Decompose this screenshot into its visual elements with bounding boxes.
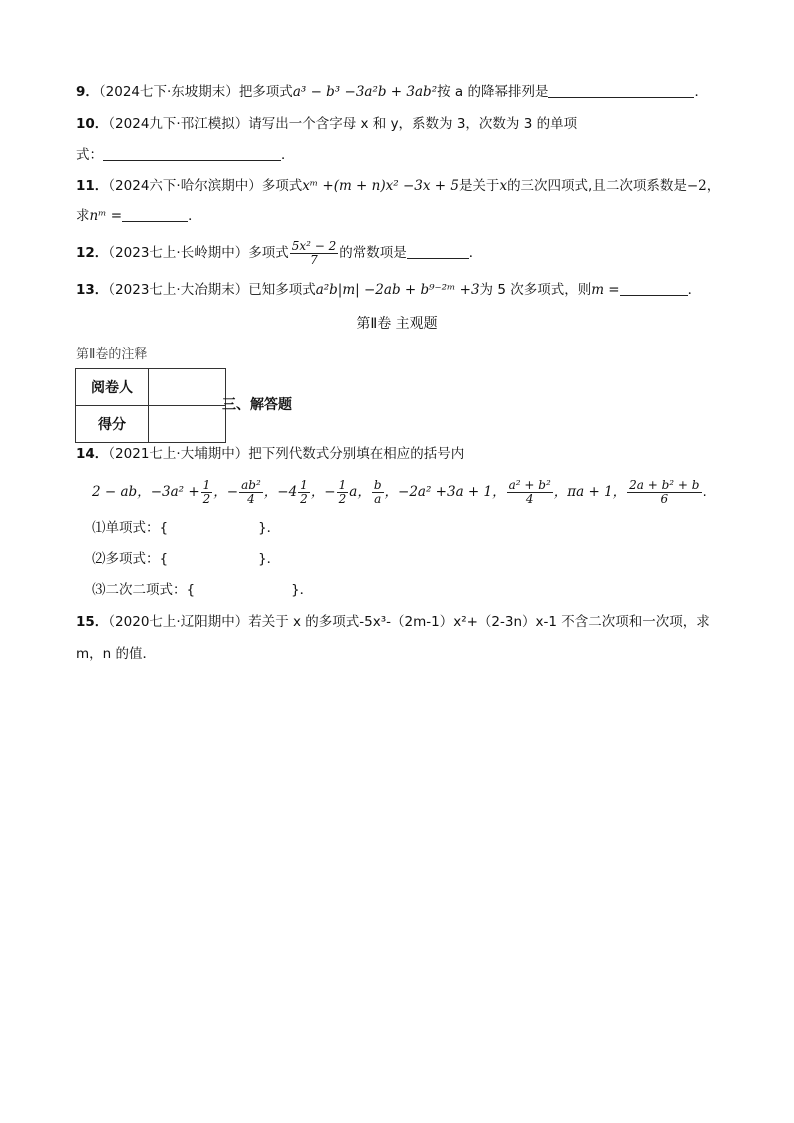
fraction-numerator: 5x² − 2	[291, 238, 337, 253]
question-source: （2023七上·大冶期末）	[108, 282, 249, 298]
punctuation: ．	[687, 282, 702, 298]
question-number: 10．	[76, 116, 109, 132]
fraction-numerator: 2a + b² + b	[629, 477, 700, 492]
fraction-numerator: 1	[202, 477, 211, 492]
fraction-denominator: 4	[525, 491, 534, 506]
math-expression: −2，	[686, 178, 721, 194]
punctuation: ．	[188, 208, 202, 224]
question-15	[76, 612, 710, 632]
sub-question-2	[92, 549, 280, 569]
question-source: （2023七上·长岭期中）	[108, 245, 249, 261]
math-expression: m =	[591, 282, 620, 298]
math-expression: xᵐ +(m + n)x² −3x + 5	[302, 178, 459, 194]
question-14	[76, 444, 464, 464]
question-text: 多项式	[261, 178, 303, 194]
expression-item: −3a² +	[150, 484, 200, 500]
punctuation: }．	[291, 582, 314, 598]
question-source: （2024六下·哈尔滨期中）	[108, 178, 262, 194]
answer-blank[interactable]	[620, 282, 688, 296]
answer-blank[interactable]	[122, 208, 188, 222]
question-number: 14．	[76, 446, 109, 462]
fraction-numerator: ab²	[241, 477, 261, 492]
expression-list	[92, 474, 707, 510]
section-title: 第Ⅱ卷 主观题	[356, 316, 438, 332]
question-15-continued	[76, 644, 156, 664]
section-note: 第Ⅱ卷的注释	[76, 347, 148, 362]
math-expression: a³ − b³ −3a²b + 3ab²	[292, 84, 438, 100]
question-number: 9．	[76, 84, 99, 100]
sub-question-label: ⑵多项式：{	[92, 551, 169, 567]
question-number: 13．	[76, 282, 109, 298]
answer-blank[interactable]	[407, 245, 469, 259]
question-9	[76, 82, 708, 102]
fraction-denominator: 7	[310, 252, 318, 267]
fraction-denominator: 2	[338, 491, 347, 506]
question-text: 的常数项是	[339, 245, 407, 261]
expression-item: 2 − ab，	[92, 484, 151, 500]
fraction-denominator: 6	[660, 491, 669, 506]
expression-item: ，−2a² +3a + 1，	[384, 484, 506, 500]
sub-question-label: ⑴单项式：{	[92, 520, 169, 536]
question-text: 若关于 x 的多项式-5x³-（2m-1）x²+（2-3n）x-1 不含二次项和一次项，求	[248, 614, 710, 630]
grader-label: 阅卷人	[76, 369, 149, 406]
sub-question-1	[92, 518, 280, 538]
expression-item: a，	[349, 484, 371, 500]
fraction	[201, 479, 213, 506]
expression-item: ，−	[213, 484, 239, 500]
question-source: （2024七下·东坡期末）	[98, 84, 239, 100]
math-expression: a²b|m| −2ab + b⁹⁻²ᵐ +3	[315, 282, 480, 298]
question-number: 15．	[76, 614, 109, 630]
sub-question-label: ⑶二次二项式：{	[92, 582, 196, 598]
fraction	[298, 479, 310, 506]
fraction	[239, 479, 263, 506]
fraction-numerator: 1	[338, 477, 347, 492]
score-cell[interactable]	[149, 406, 226, 443]
punctuation: }．	[258, 551, 281, 567]
question-text: 按 a 的降幂排列是	[437, 84, 549, 100]
question-source: （2021七上·大埔期中）	[108, 446, 249, 462]
fraction-numerator: b	[373, 477, 382, 492]
fraction-denominator: 2	[202, 491, 211, 506]
fraction-denominator: 2	[300, 491, 308, 506]
question-12	[76, 238, 482, 268]
question-text: 请写出一个含字母 x 和 y，系数为 3，次数为 3 的单项	[248, 116, 578, 132]
question-text: 式：	[76, 147, 103, 163]
punctuation: ．	[694, 84, 708, 100]
question-text: 已知多项式	[248, 282, 316, 298]
question-number: 11．	[76, 178, 109, 194]
question-11	[76, 176, 720, 196]
fraction	[507, 479, 553, 506]
question-text: 为 5 次多项式，则	[479, 282, 592, 298]
fraction	[372, 479, 384, 506]
question-text: 是关于	[458, 178, 500, 194]
question-text: 的三次四项式,且二次项系数是	[507, 178, 687, 194]
punctuation: .	[702, 484, 707, 500]
fraction	[627, 479, 701, 506]
question-text: m，n 的值．	[76, 646, 156, 662]
question-text: 把下列代数式分别填在相应的括号内	[248, 446, 465, 462]
expression-item: ，πa + 1，	[553, 484, 627, 500]
question-source: （2020七上·辽阳期中）	[108, 614, 249, 630]
question-source: （2024九下·邗江模拟）	[108, 116, 249, 132]
score-label: 得分	[76, 406, 149, 443]
fraction-denominator: a	[374, 491, 382, 506]
question-10	[76, 114, 577, 134]
math-expression: nᵐ =	[89, 208, 123, 224]
grading-table	[75, 368, 226, 443]
punctuation: ．	[468, 245, 483, 261]
expression-item: ，−	[310, 484, 336, 500]
question-number: 12．	[76, 245, 109, 261]
question-11-continued	[76, 206, 202, 226]
fraction-denominator: 4	[247, 491, 255, 506]
part-title: 三、解答题	[222, 397, 292, 413]
question-13	[76, 280, 701, 300]
question-text: 求	[76, 208, 90, 224]
question-10-continued	[76, 145, 295, 165]
sub-question-3	[92, 580, 313, 600]
fraction	[337, 479, 349, 506]
grader-cell[interactable]	[149, 369, 226, 406]
expression-item: ，−4	[263, 484, 298, 500]
question-text: 多项式	[248, 245, 289, 261]
question-text: 把多项式	[238, 84, 293, 100]
punctuation: ．	[281, 147, 295, 163]
fraction	[290, 240, 339, 267]
fraction-numerator: a² + b²	[508, 477, 551, 492]
math-variable: x	[499, 178, 508, 194]
answer-blank[interactable]	[548, 84, 694, 98]
fraction-numerator: 1	[300, 477, 308, 492]
answer-blank[interactable]	[103, 147, 281, 161]
punctuation: }．	[258, 520, 281, 536]
